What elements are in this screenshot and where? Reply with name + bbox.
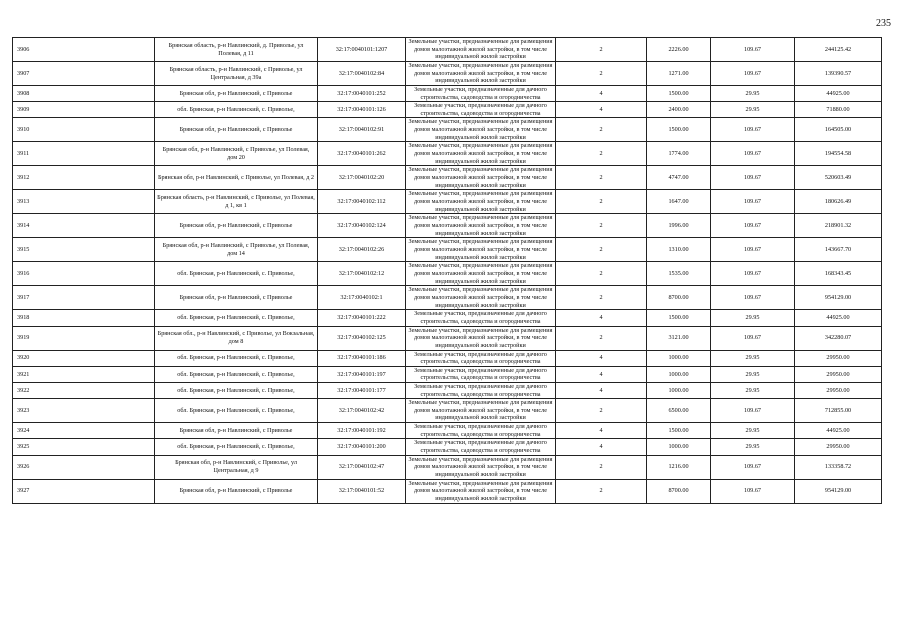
- land-category-cell: Земельные участки, предназначенные для размещения домов малоэтажной жилой застройки, в том числе индивидуальной жилой застройки: [406, 214, 556, 238]
- group-number-cell: 2: [556, 190, 647, 214]
- cadastral-value-cell: 143667.70: [795, 238, 882, 262]
- cadastral-number-cell: 32:17:0040102:12: [318, 262, 406, 286]
- cadastral-number-cell: 32:17:0040101:200: [318, 439, 406, 455]
- area-cell: 8700.00: [647, 286, 711, 310]
- specific-value-cell: 29.95: [711, 423, 795, 439]
- cadastral-number-cell: 32:17:0040101:197: [318, 366, 406, 382]
- cadastral-number-cell: 32:17:0040102:112: [318, 190, 406, 214]
- table-row: [13, 102, 882, 118]
- cadastral-number-cell: 32:17:0040101:192: [318, 423, 406, 439]
- group-number-cell: 2: [556, 118, 647, 142]
- cadastral-number-cell: 32:17:0040102:26: [318, 238, 406, 262]
- land-category-cell: Земельные участки, предназначенные для размещения домов малоэтажной жилой застройки, в том числе индивидуальной жилой застройки: [406, 38, 556, 62]
- land-category-cell: Земельные участки, предназначенные для размещения домов малоэтажной жилой застройки, в том числе индивидуальной жилой застройки: [406, 62, 556, 86]
- cadastral-value-cell: 954129.00: [795, 286, 882, 310]
- row-number-cell: 3916: [13, 262, 155, 286]
- cadastral-number-cell: 32:17:0040102:91: [318, 118, 406, 142]
- specific-value-cell: 109.67: [711, 142, 795, 166]
- cadastral-value-cell: 712855.00: [795, 399, 882, 423]
- row-number-cell: 3913: [13, 190, 155, 214]
- table-row: [13, 286, 882, 310]
- specific-value-cell: 29.95: [711, 350, 795, 366]
- address-cell: обл. Брянская, р-н Навлинский, с. Приволье,: [155, 382, 318, 398]
- group-number-cell: 2: [556, 38, 647, 62]
- address-cell: Брянская обл, р-н Навлинский, с Приволье: [155, 118, 318, 142]
- area-cell: 1000.00: [647, 350, 711, 366]
- specific-value-cell: 109.67: [711, 214, 795, 238]
- table-row: [13, 439, 882, 455]
- cadastral-number-cell: 32:17:0040101:126: [318, 102, 406, 118]
- area-cell: 1310.00: [647, 238, 711, 262]
- specific-value-cell: 29.95: [711, 382, 795, 398]
- area-cell: 1500.00: [647, 423, 711, 439]
- group-number-cell: 4: [556, 382, 647, 398]
- group-number-cell: 2: [556, 214, 647, 238]
- specific-value-cell: 109.67: [711, 286, 795, 310]
- cadastral-value-cell: 29950.00: [795, 366, 882, 382]
- row-number-cell: 3907: [13, 62, 155, 86]
- cadastral-number-cell: 32:17:0040101:222: [318, 310, 406, 326]
- row-number-cell: 3927: [13, 479, 155, 503]
- table-row: [13, 326, 882, 350]
- cadastral-number-cell: 32:17:0040101:186: [318, 350, 406, 366]
- table-row: [13, 62, 882, 86]
- cadastral-number-cell: 32:17:0040102:84: [318, 62, 406, 86]
- cadastral-number-cell: 32:17:0040102:125: [318, 326, 406, 350]
- row-number-cell: 3922: [13, 382, 155, 398]
- cadastral-number-cell: 32:17:0040102:20: [318, 166, 406, 190]
- specific-value-cell: 29.95: [711, 366, 795, 382]
- row-number-cell: 3906: [13, 38, 155, 62]
- group-number-cell: 4: [556, 86, 647, 102]
- cadastral-number-cell: 32:17:0040101:177: [318, 382, 406, 398]
- address-cell: обл. Брянская, р-н Навлинский, с. Приволье,: [155, 350, 318, 366]
- land-category-cell: Земельные участки, предназначенные для дачного строительства, садоводства и огородничества: [406, 86, 556, 102]
- cadastral-value-cell: 29950.00: [795, 382, 882, 398]
- specific-value-cell: 29.95: [711, 86, 795, 102]
- land-category-cell: Земельные участки, предназначенные для размещения домов малоэтажной жилой застройки, в том числе индивидуальной жилой застройки: [406, 190, 556, 214]
- cadastral-value-cell: 139390.57: [795, 62, 882, 86]
- table-row: [13, 166, 882, 190]
- group-number-cell: 2: [556, 479, 647, 503]
- land-category-cell: Земельные участки, предназначенные для размещения домов малоэтажной жилой застройки, в том числе индивидуальной жилой застройки: [406, 286, 556, 310]
- group-number-cell: 4: [556, 439, 647, 455]
- cadastral-value-cell: 954129.00: [795, 479, 882, 503]
- row-number-cell: 3920: [13, 350, 155, 366]
- specific-value-cell: 109.67: [711, 326, 795, 350]
- group-number-cell: 2: [556, 455, 647, 479]
- group-number-cell: 4: [556, 350, 647, 366]
- row-number-cell: 3912: [13, 166, 155, 190]
- land-category-cell: Земельные участки, предназначенные для размещения домов малоэтажной жилой застройки, в том числе индивидуальной жилой застройки: [406, 479, 556, 503]
- address-cell: Брянская обл, р-н Навлинский, с Приволье, ул Полевая, дом 14: [155, 238, 318, 262]
- table-row: [13, 238, 882, 262]
- land-category-cell: Земельные участки, предназначенные для размещения домов малоэтажной жилой застройки, в том числе индивидуальной жилой застройки: [406, 455, 556, 479]
- cadastral-value-cell: 342280.07: [795, 326, 882, 350]
- table-row: [13, 310, 882, 326]
- table-row: [13, 214, 882, 238]
- table-row: [13, 190, 882, 214]
- area-cell: 1271.00: [647, 62, 711, 86]
- table-row: [13, 38, 882, 62]
- cadastral-value-cell: 180626.49: [795, 190, 882, 214]
- specific-value-cell: 109.67: [711, 62, 795, 86]
- cadastral-number-cell: 32:17:0040102:47: [318, 455, 406, 479]
- land-category-cell: Земельные участки, предназначенные для размещения домов малоэтажной жилой застройки, в том числе индивидуальной жилой застройки: [406, 262, 556, 286]
- specific-value-cell: 109.67: [711, 399, 795, 423]
- address-cell: Брянская обл, р-н Навлинский, с Приволье: [155, 286, 318, 310]
- group-number-cell: 2: [556, 142, 647, 166]
- address-cell: Брянская обл, р-н Навлинский, с Приволье: [155, 86, 318, 102]
- group-number-cell: 2: [556, 399, 647, 423]
- cadastral-value-cell: 29950.00: [795, 350, 882, 366]
- cadastral-number-cell: 32:17:0040102:42: [318, 399, 406, 423]
- cadastral-value-cell: 218901.32: [795, 214, 882, 238]
- specific-value-cell: 109.67: [711, 455, 795, 479]
- group-number-cell: 2: [556, 166, 647, 190]
- land-category-cell: Земельные участки, предназначенные для дачного строительства, садоводства и огородничества: [406, 382, 556, 398]
- group-number-cell: 2: [556, 262, 647, 286]
- table-row: [13, 479, 882, 503]
- address-cell: Брянская обл, р-н Навлинский, с Приволье, ул Полевая, д 2: [155, 166, 318, 190]
- specific-value-cell: 109.67: [711, 190, 795, 214]
- address-cell: Брянская обл, р-н Навлинский, с Приволье: [155, 214, 318, 238]
- area-cell: 1500.00: [647, 310, 711, 326]
- cadastral-value-cell: 44925.00: [795, 310, 882, 326]
- address-cell: Брянская область, р-н Навлинский, с Приволье, ул Полевая, д 1, кв 1: [155, 190, 318, 214]
- group-number-cell: 2: [556, 326, 647, 350]
- table-row: [13, 366, 882, 382]
- cadastral-number-cell: 32:17:0040101:52: [318, 479, 406, 503]
- land-category-cell: Земельные участки, предназначенные для размещения домов малоэтажной жилой застройки, в том числе индивидуальной жилой застройки: [406, 399, 556, 423]
- cadastral-value-cell: 194554.58: [795, 142, 882, 166]
- area-cell: 2400.00: [647, 102, 711, 118]
- area-cell: 1535.00: [647, 262, 711, 286]
- cadastral-value-cell: 133358.72: [795, 455, 882, 479]
- land-category-cell: Земельные участки, предназначенные для размещения домов малоэтажной жилой застройки, в том числе индивидуальной жилой застройки: [406, 166, 556, 190]
- specific-value-cell: 29.95: [711, 310, 795, 326]
- address-cell: обл. Брянская, р-н Навлинский, с. Приволье,: [155, 310, 318, 326]
- land-category-cell: Земельные участки, предназначенные для дачного строительства, садоводства и огородничества: [406, 366, 556, 382]
- cadastral-number-cell: 32:17:0040101:1207: [318, 38, 406, 62]
- row-number-cell: 3924: [13, 423, 155, 439]
- row-number-cell: 3914: [13, 214, 155, 238]
- area-cell: 2226.00: [647, 38, 711, 62]
- specific-value-cell: 109.67: [711, 118, 795, 142]
- area-cell: 1000.00: [647, 366, 711, 382]
- cadastral-value-cell: 164505.00: [795, 118, 882, 142]
- land-category-cell: Земельные участки, предназначенные для дачного строительства, садоводства и огородничества: [406, 102, 556, 118]
- table-row: [13, 118, 882, 142]
- row-number-cell: 3911: [13, 142, 155, 166]
- table-row: [13, 382, 882, 398]
- table-row: [13, 86, 882, 102]
- land-category-cell: Земельные участки, предназначенные для размещения домов малоэтажной жилой застройки, в том числе индивидуальной жилой застройки: [406, 118, 556, 142]
- address-cell: Брянская обл, р-н Навлинский, с Приволье, ул Центральная, д 9: [155, 455, 318, 479]
- table-row: [13, 142, 882, 166]
- address-cell: обл. Брянская, р-н Навлинский, с. Приволье,: [155, 439, 318, 455]
- address-cell: Брянская область, р-н Навлинский, д. Приволье, ул Полевая, д 11: [155, 38, 318, 62]
- row-number-cell: 3917: [13, 286, 155, 310]
- specific-value-cell: 29.95: [711, 439, 795, 455]
- cadastral-value-cell: 44925.00: [795, 423, 882, 439]
- specific-value-cell: 109.67: [711, 38, 795, 62]
- area-cell: 1000.00: [647, 439, 711, 455]
- cadastral-value-cell: 520603.49: [795, 166, 882, 190]
- row-number-cell: 3915: [13, 238, 155, 262]
- area-cell: 1500.00: [647, 118, 711, 142]
- row-number-cell: 3910: [13, 118, 155, 142]
- address-cell: обл. Брянская, р-н Навлинский, с. Приволье,: [155, 366, 318, 382]
- row-number-cell: 3923: [13, 399, 155, 423]
- address-cell: Брянская обл, р-н Навлинский, с Приволье, ул Полевая, дом 20: [155, 142, 318, 166]
- area-cell: 8700.00: [647, 479, 711, 503]
- specific-value-cell: 109.67: [711, 238, 795, 262]
- area-cell: 1996.00: [647, 214, 711, 238]
- group-number-cell: 4: [556, 102, 647, 118]
- land-category-cell: Земельные участки, предназначенные для размещения домов малоэтажной жилой застройки, в том числе индивидуальной жилой застройки: [406, 326, 556, 350]
- group-number-cell: 2: [556, 62, 647, 86]
- land-category-cell: Земельные участки, предназначенные для размещения домов малоэтажной жилой застройки, в том числе индивидуальной жилой застройки: [406, 142, 556, 166]
- specific-value-cell: 109.67: [711, 479, 795, 503]
- address-cell: обл. Брянская, р-н Навлинский, с. Приволье,: [155, 399, 318, 423]
- cadastral-value-cell: 29950.00: [795, 439, 882, 455]
- group-number-cell: 2: [556, 238, 647, 262]
- group-number-cell: 2: [556, 286, 647, 310]
- group-number-cell: 4: [556, 423, 647, 439]
- land-category-cell: Земельные участки, предназначенные для дачного строительства, садоводства и огородничества: [406, 310, 556, 326]
- area-cell: 1647.00: [647, 190, 711, 214]
- specific-value-cell: 29.95: [711, 102, 795, 118]
- row-number-cell: 3921: [13, 366, 155, 382]
- table-row: [13, 350, 882, 366]
- area-cell: 1774.00: [647, 142, 711, 166]
- cadastral-number-cell: 32:17:0040102:1: [318, 286, 406, 310]
- group-number-cell: 4: [556, 310, 647, 326]
- address-cell: Брянская область, р-н Навлинский, с Приволье, ул Центральная, д 39а: [155, 62, 318, 86]
- address-cell: обл. Брянская, р-н Навлинский, с. Приволье,: [155, 102, 318, 118]
- table-row: [13, 262, 882, 286]
- land-category-cell: Земельные участки, предназначенные для дачного строительства, садоводства и огородничества: [406, 423, 556, 439]
- specific-value-cell: 109.67: [711, 262, 795, 286]
- table-row: [13, 423, 882, 439]
- table-row: [13, 399, 882, 423]
- area-cell: 6500.00: [647, 399, 711, 423]
- area-cell: 1000.00: [647, 382, 711, 398]
- row-number-cell: 3908: [13, 86, 155, 102]
- land-category-cell: Земельные участки, предназначенные для дачного строительства, садоводства и огородничества: [406, 350, 556, 366]
- cadastral-number-cell: 32:17:0040101:262: [318, 142, 406, 166]
- cadastral-number-cell: 32:17:0040102:124: [318, 214, 406, 238]
- cadastral-registry-table: [12, 37, 882, 504]
- address-cell: обл. Брянская, р-н Навлинский, с. Приволье,: [155, 262, 318, 286]
- specific-value-cell: 109.67: [711, 166, 795, 190]
- area-cell: 1216.00: [647, 455, 711, 479]
- land-category-cell: Земельные участки, предназначенные для размещения домов малоэтажной жилой застройки, в том числе индивидуальной жилой застройки: [406, 238, 556, 262]
- area-cell: 3121.00: [647, 326, 711, 350]
- address-cell: Брянская обл, р-н Навлинский, с Приволье: [155, 423, 318, 439]
- page-number: 235: [876, 18, 891, 29]
- table-row: [13, 455, 882, 479]
- group-number-cell: 4: [556, 366, 647, 382]
- cadastral-value-cell: 168343.45: [795, 262, 882, 286]
- area-cell: 4747.00: [647, 166, 711, 190]
- cadastral-value-cell: 44925.00: [795, 86, 882, 102]
- table-body: [13, 38, 882, 504]
- cadastral-value-cell: 71880.00: [795, 102, 882, 118]
- row-number-cell: 3926: [13, 455, 155, 479]
- address-cell: Брянская обл, р-н Навлинский, с Приволье: [155, 479, 318, 503]
- address-cell: Брянская обл., р-н Навлинский, с Приволье, ул Вокзальная, дом 8: [155, 326, 318, 350]
- cadastral-number-cell: 32:17:0040101:252: [318, 86, 406, 102]
- row-number-cell: 3925: [13, 439, 155, 455]
- land-category-cell: Земельные участки, предназначенные для дачного строительства, садоводства и огородничества: [406, 439, 556, 455]
- area-cell: 1500.00: [647, 86, 711, 102]
- row-number-cell: 3918: [13, 310, 155, 326]
- cadastral-value-cell: 244125.42: [795, 38, 882, 62]
- row-number-cell: 3909: [13, 102, 155, 118]
- row-number-cell: 3919: [13, 326, 155, 350]
